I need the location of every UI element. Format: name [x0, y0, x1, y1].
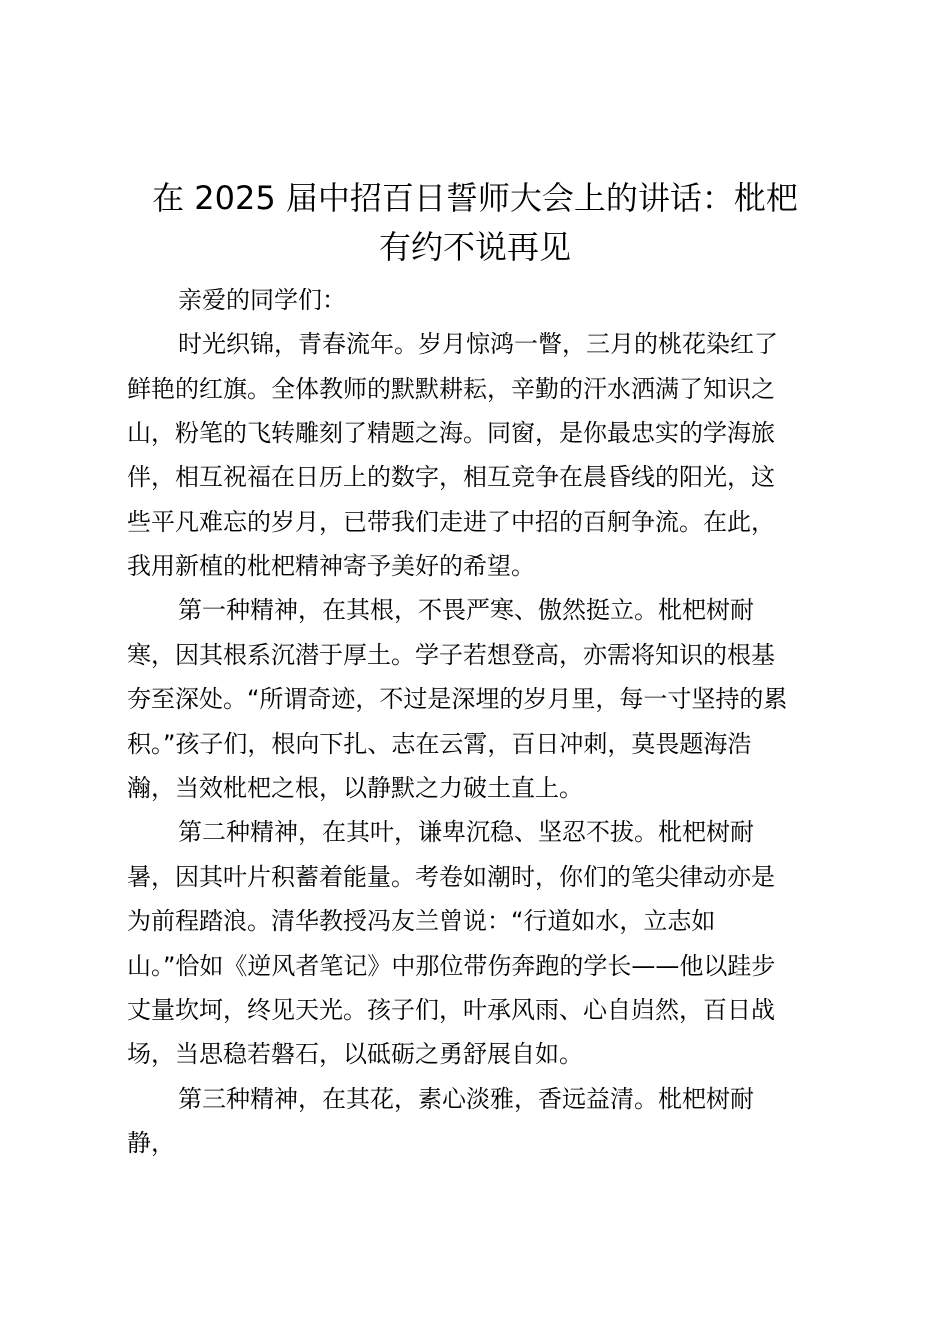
paragraph-1-line-6: 我用新植的枇杷精神寄予美好的希望。: [127, 552, 535, 580]
paragraph-3-line-4: 山。”恰如《逆风者笔记》中那位带伤奔跑的学长——他以跬步: [127, 952, 776, 980]
paragraph-3-line-6: 场，当思稳若磐石，以砥砺之勇舒展自如。: [127, 1040, 583, 1068]
paragraph-3-line-3: 为前程踏浪。清华教授冯友兰曾说：“行道如水，立志如: [127, 907, 716, 935]
paragraph-4-line-1: 第三种精神，在其花，素心淡雅，香远益清。枇杷树耐: [178, 1085, 754, 1113]
salutation: 亲爱的同学们：: [178, 286, 346, 314]
paragraph-1-line-3: 山，粉笔的飞转雕刻了精题之海。同窗，是你最忠实的学海旅: [127, 419, 775, 447]
paragraph-2-line-3: 夯至深处。“所谓奇迹，不过是深埋的岁月里，每一寸坚持的累: [127, 685, 788, 713]
paragraph-3-line-5: 丈量坎坷，终见天光。孩子们，叶承风雨、心自岿然，百日战: [127, 996, 775, 1024]
paragraph-2-line-1: 第一种精神，在其根，不畏严寒、傲然挺立。枇杷树耐: [178, 596, 754, 624]
paragraph-1-line-5: 些平凡难忘的岁月，已带我们走进了中招的百舸争流。在此，: [127, 508, 775, 536]
document-title-line-1: 在 2025 届中招百日誓师大会上的讲话：枇杷: [152, 179, 798, 217]
paragraph-3-line-1: 第二种精神，在其叶，谦卑沉稳、坚忍不拔。枇杷树耐: [178, 818, 754, 846]
paragraph-2-line-5: 瀚，当效枇杷之根，以静默之力破土直上。: [127, 774, 583, 802]
paragraph-1-line-2: 鲜艳的红旗。全体教师的默默耕耘，辛勤的汗水洒满了知识之: [127, 375, 775, 403]
paragraph-2-line-2: 寒，因其根系沉潜于厚土。学子若想登高，亦需将知识的根基: [127, 641, 775, 669]
paragraph-1-line-1: 时光织锦，青春流年。岁月惊鸿一瞥，三月的桃花染红了: [178, 330, 778, 358]
paragraph-2-line-4: 积。”孩子们，根向下扎、志在云霄，百日冲刺，莫畏题海浩: [127, 730, 752, 758]
document-title-line-2: 有约不说再见: [378, 228, 571, 266]
paragraph-4-line-2: 静，: [127, 1129, 175, 1157]
paragraph-1-line-4: 伴，相互祝福在日历上的数字，相互竞争在晨昏线的阳光，这: [127, 463, 775, 491]
paragraph-3-line-2: 暑，因其叶片积蓄着能量。考卷如潮时，你们的笔尖律动亦是: [127, 863, 775, 891]
